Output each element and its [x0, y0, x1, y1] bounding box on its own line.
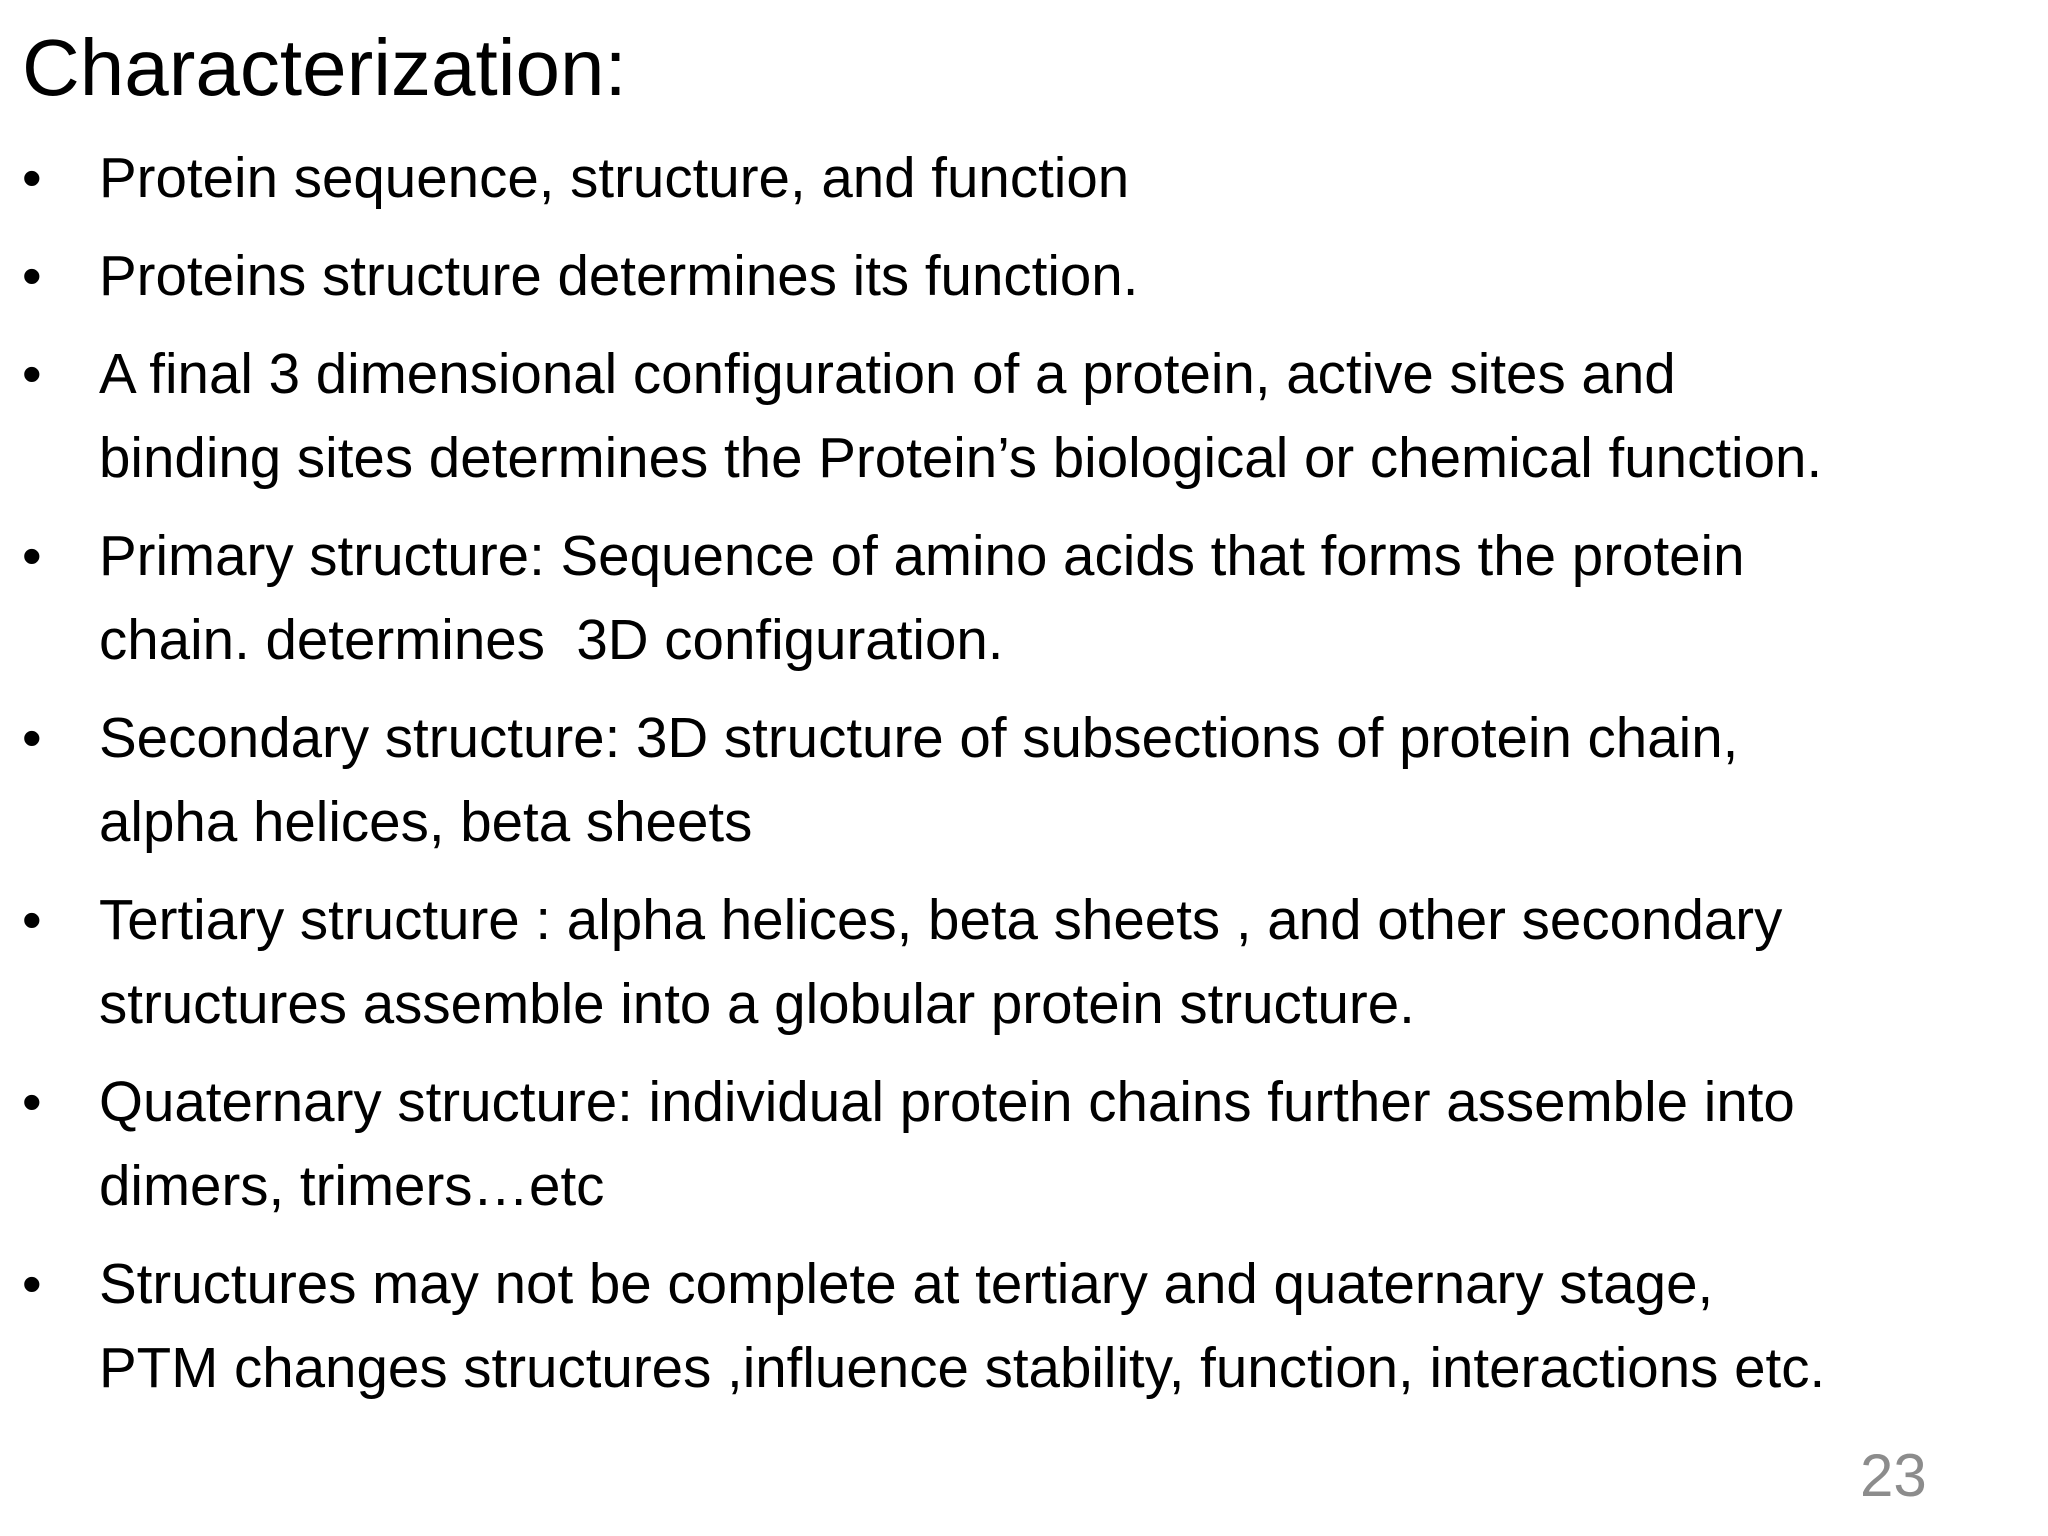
bullet-text-line: structures assemble into a globular protein structure. [99, 972, 1415, 1035]
bullet-text-line: Tertiary structure : alpha helices, beta sheets , and other secondary [99, 888, 1783, 951]
bullet-item [22, 332, 2032, 500]
bullet-item [22, 514, 2032, 682]
bullet-text-line: alpha helices, beta sheets [99, 790, 753, 853]
bullet-icon: • [22, 1070, 42, 1133]
bullet-icon: • [22, 1252, 42, 1315]
bullet-icon: • [22, 888, 42, 951]
bullet-item [22, 696, 2032, 864]
bullet-text-line: Quaternary structure: individual protein chains further assemble into [99, 1070, 1795, 1133]
bullet-item [22, 234, 2032, 318]
bullet-text-line: Primary structure: Sequence of amino acids that forms the protein [99, 524, 1745, 587]
bullet-icon: • [22, 146, 42, 209]
bullet-icon: • [22, 524, 42, 587]
bullet-item [22, 878, 2032, 1046]
bullet-text-line: PTM changes structures ,influence stability, function, interactions etc. [99, 1336, 1826, 1399]
bullet-icon: • [22, 706, 42, 769]
bullet-text-line: dimers, trimers…etc [99, 1154, 605, 1217]
bullet-icon: • [22, 244, 42, 307]
bullet-item [22, 1242, 2032, 1410]
bullet-text-line: Secondary structure: 3D structure of subsections of protein chain, [99, 706, 1739, 769]
page-number: 23 [1860, 1442, 1927, 1509]
bullet-text-line: binding sites determines the Protein’s biological or chemical function. [99, 426, 1823, 489]
bullet-item [22, 136, 2032, 220]
bullet-text-line: A final 3 dimensional configuration of a protein, active sites and [99, 342, 1676, 405]
slide-title: Characterization: [22, 23, 627, 112]
bullet-text-line: Protein sequence, structure, and function [99, 146, 1130, 209]
bullet-icon: • [22, 342, 42, 405]
bullet-text-line: chain. determines 3D configuration. [99, 608, 1004, 671]
bullet-text-line: Structures may not be complete at tertiary and quaternary stage, [99, 1252, 1714, 1315]
bullet-item [22, 1060, 2032, 1228]
bullet-text-line: Proteins structure determines its function. [99, 244, 1139, 307]
bullet-list [22, 136, 2032, 1424]
